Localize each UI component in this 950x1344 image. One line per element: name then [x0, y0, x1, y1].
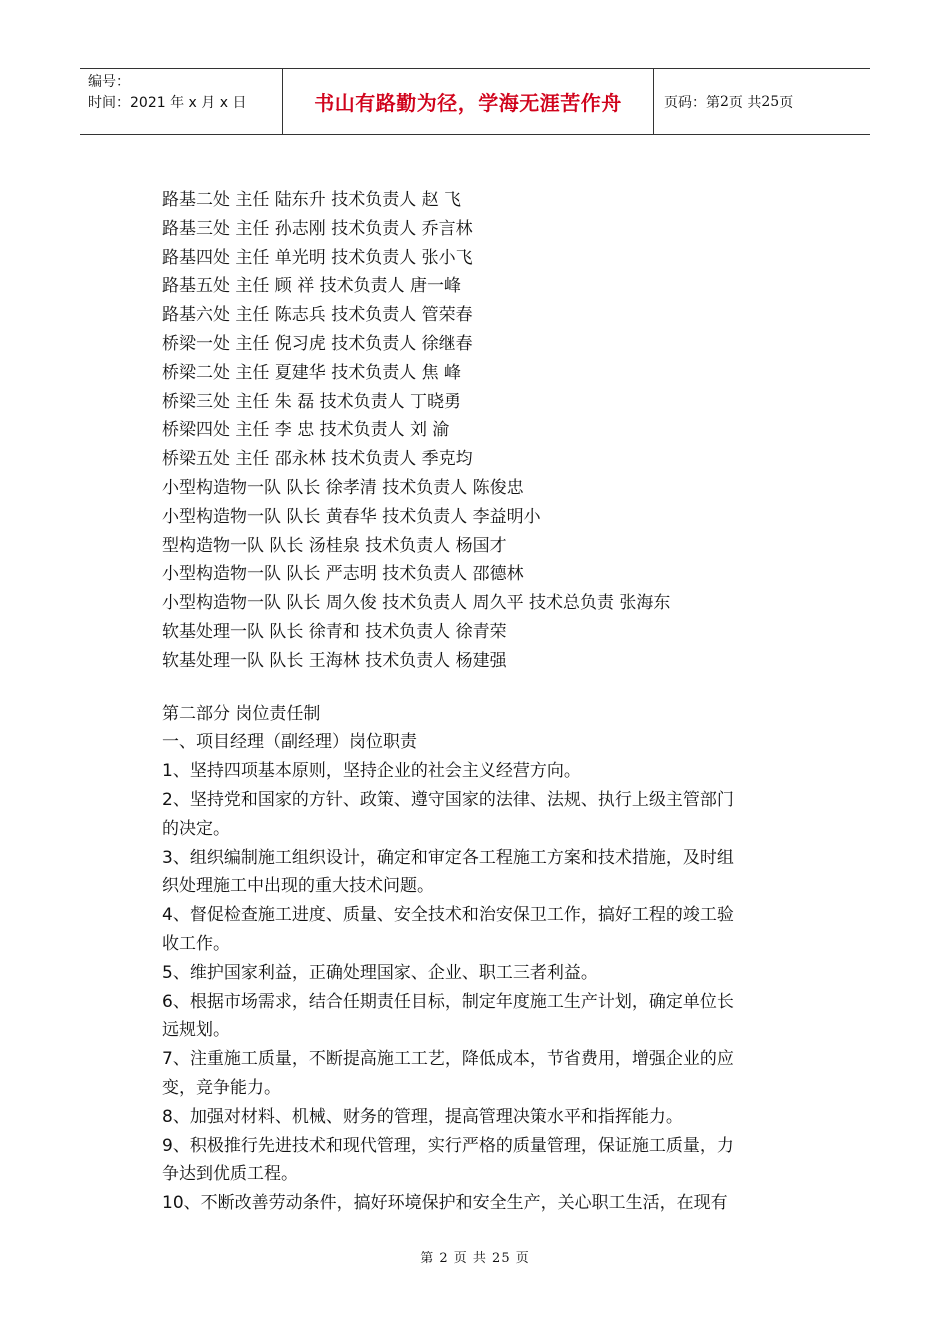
- roster-line: 小型构造物一队 队长 黄春华 技术负责人 李益明小: [162, 506, 541, 527]
- number-label: 编号：: [88, 74, 130, 90]
- duty-item-line: 7、注重施工质量，不断提高施工工艺，降低成本，节省费用，增强企业的应: [162, 1049, 734, 1070]
- page-prefix: 页码：第: [664, 94, 720, 111]
- duty-item: [162, 959, 792, 988]
- roster-line: 桥梁三处 主任 朱 磊 技术负责人 丁晓勇: [162, 391, 462, 412]
- duty-item: [162, 757, 792, 786]
- roster-line: 小型构造物一队 队长 严志明 技术负责人 邵德林: [162, 564, 524, 585]
- duty-item: [162, 901, 792, 959]
- duty-item-line: 5、维护国家利益，正确处理国家、企业、职工三者利益。: [162, 962, 598, 983]
- duty-item-line: 8、加强对材料、机械、财务的管理，提高管理决策水平和指挥能力。: [162, 1106, 683, 1127]
- duty-item: [162, 844, 792, 902]
- page-suffix: 页: [779, 94, 794, 111]
- page-current: 2: [720, 93, 729, 110]
- duty-item: [162, 1103, 792, 1132]
- duty-item-line: 远规划。: [162, 1020, 230, 1041]
- duty-item-line: 4、督促检查施工进度、质量、安全技术和治安保卫工作，搞好工程的竣工验: [162, 905, 734, 926]
- section-subtitle: 一、项目经理（副经理）岗位职责: [162, 732, 417, 753]
- duty-item-line: 争达到优质工程。: [162, 1164, 298, 1185]
- roster-line: 路基二处 主任 陆东升 技术负责人 赵 飞: [162, 190, 462, 210]
- header-meta: [80, 69, 283, 134]
- roster-line: 软基处理一队 队长 王海林 技术负责人 杨建强: [162, 650, 507, 671]
- responsibility-section: [162, 700, 792, 1218]
- duty-item-line: 10、不断改善劳动条件，搞好环境保护和安全生产，关心职工生活，在现有: [162, 1193, 728, 1214]
- roster-line: 桥梁五处 主任 邵永林 技术负责人 季克均: [162, 449, 473, 470]
- duty-item: [162, 1132, 792, 1190]
- duty-item-line: 6、根据市场需求，结合任期责任目标，制定年度施工生产计划，确定单位长: [162, 991, 734, 1012]
- page-total: 25: [761, 93, 780, 110]
- roster-line: 路基五处 主任 顾 祥 技术负责人 唐一峰: [162, 276, 462, 297]
- roster-line: 小型构造物一队 队长 徐孝清 技术负责人 陈俊忠: [162, 477, 524, 498]
- duty-item: [162, 988, 792, 1046]
- time-label: 时间：2021 年 x 月 x 日: [88, 95, 247, 111]
- duty-item-line: 的决定。: [162, 818, 230, 839]
- duty-item-line: 变，竞争能力。: [162, 1077, 281, 1098]
- document-body: [162, 186, 792, 1218]
- roster-line: 桥梁二处 主任 夏建华 技术负责人 焦 峰: [162, 362, 462, 383]
- roster-line: 路基三处 主任 孙志刚 技术负责人 乔言林: [162, 218, 473, 239]
- duty-item: [162, 1045, 792, 1103]
- page-mid: 页 共: [728, 94, 762, 111]
- duty-item-line: 3、组织编制施工组织设计，确定和审定各工程施工方案和技术措施，及时组: [162, 847, 734, 868]
- duty-item-line: 1、坚持四项基本原则，坚持企业的社会主义经营方向。: [162, 761, 581, 782]
- page-footer: 第 2 页 共 25 页: [420, 1251, 530, 1266]
- duty-item: [162, 786, 792, 844]
- duty-item-line: 9、积极推行先进技术和现代管理，实行严格的质量管理，保证施工质量，力: [162, 1135, 734, 1156]
- staff-roster: [162, 186, 792, 676]
- duty-item-line: 织处理施工中出现的重大技术问题。: [162, 876, 434, 897]
- header-motto: 书山有路勤为径，学海无涯苦作舟: [283, 69, 654, 134]
- roster-line: 型构造物一队 队长 汤桂泉 技术负责人 杨国才: [162, 535, 507, 556]
- roster-line: 桥梁一处 主任 倪习虎 技术负责人 徐继春: [162, 333, 473, 354]
- duty-item-line: 2、坚持党和国家的方针、政策、遵守国家的法律、法规、执行上级主管部门: [162, 789, 734, 810]
- roster-line: 路基六处 主任 陈志兵 技术负责人 管荣春: [162, 305, 473, 326]
- roster-line: 桥梁四处 主任 李 忠 技术负责人 刘 渝: [162, 420, 450, 441]
- section-title: 第二部分 岗位责任制: [162, 703, 321, 724]
- header-page-info: [654, 69, 870, 134]
- duty-list: [162, 757, 792, 1218]
- roster-line: 软基处理一队 队长 徐青和 技术负责人 徐青荣: [162, 621, 507, 642]
- roster-line: 小型构造物一队 队长 周久俊 技术负责人 周久平 技术总负责 张海东: [162, 593, 671, 614]
- roster-line: 路基四处 主任 单光明 技术负责人 张小飞: [162, 247, 473, 268]
- document-header: [80, 68, 870, 135]
- duty-item: [162, 1189, 792, 1218]
- duty-item-line: 收工作。: [162, 933, 230, 954]
